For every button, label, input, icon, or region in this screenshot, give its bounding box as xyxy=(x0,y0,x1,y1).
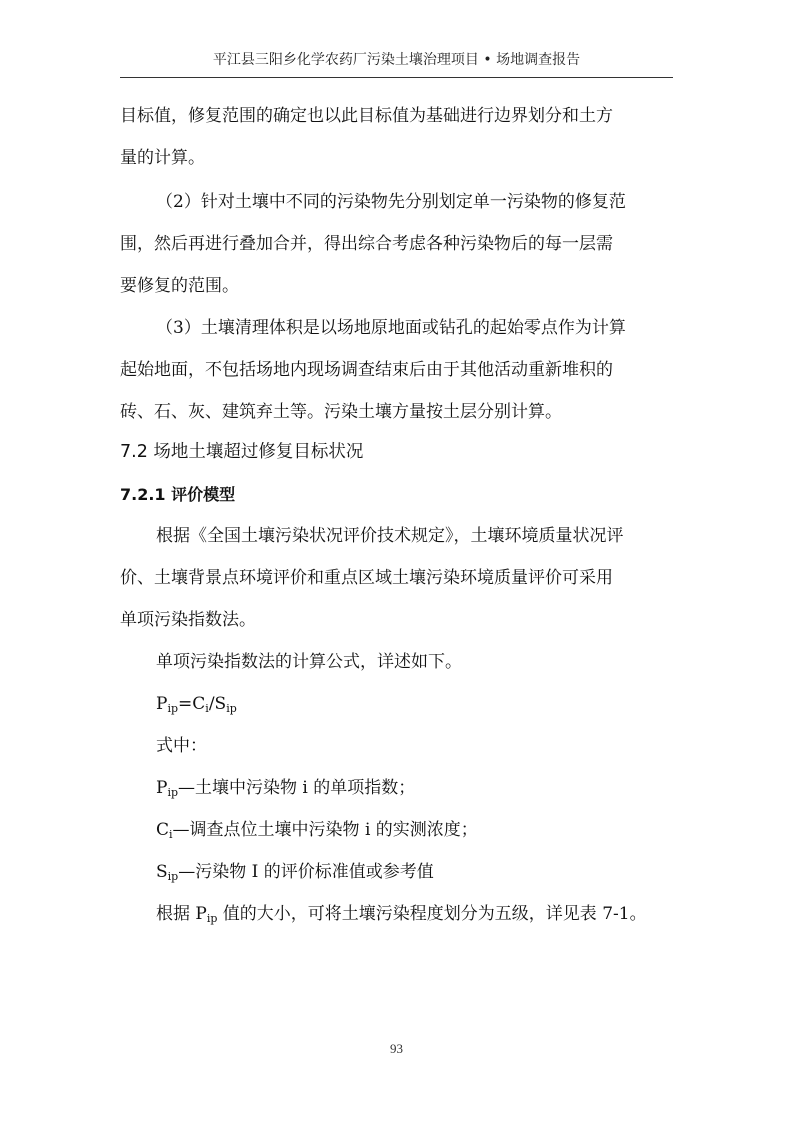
paragraph-line: 根据《全国土壤污染状况评价技术规定》，土壤环境质量状况评 xyxy=(156,526,624,546)
def-symbol: C xyxy=(156,820,170,840)
paragraph-line: 要修复的范围。 xyxy=(120,276,239,296)
def-text: —土壤中污染物 i 的单项指数； xyxy=(178,778,416,798)
where-label: 式中： xyxy=(156,736,207,756)
formula-p: P xyxy=(156,694,168,714)
last-post: 值的大小，可将土壤污染程度划分为五级，详见表 7-1。 xyxy=(217,904,647,924)
definition-pip xyxy=(156,776,716,800)
paragraph-line: 砖、石、灰、建筑弃土等。污染土壤方量按土层分别计算。 xyxy=(120,402,562,422)
section-heading-7-2: 7.2 场地土壤超过修复目标状况 xyxy=(120,442,364,462)
def-symbol: S xyxy=(156,862,168,882)
formula-sub-ip2: ip xyxy=(226,702,237,715)
paragraph-line: 单项污染指数法。 xyxy=(120,610,256,630)
def-text: —调查点位土壤中污染物 i 的实测浓度； xyxy=(172,820,478,840)
def-subscript: i xyxy=(169,828,173,841)
header-rule xyxy=(120,77,673,78)
section-heading-7-2-1: 7.2.1 评价模型 xyxy=(120,485,236,504)
paragraph-line-last xyxy=(156,902,716,926)
paragraph-line: 量的计算。 xyxy=(120,148,205,168)
paragraph-line: （2）针对土壤中不同的污染物先分别划定单一污染物的修复范 xyxy=(156,192,626,212)
header-title: 平江县三阳乡化学农药厂污染土壤治理项目 • 场地调查报告 xyxy=(212,52,581,68)
formula xyxy=(156,692,716,716)
page-number: 93 xyxy=(390,1041,403,1056)
def-text: —污染物 I 的评价标准值或参考值 xyxy=(178,862,434,882)
formula-sub-ip: ip xyxy=(167,702,179,715)
last-pre: 根据 P xyxy=(156,904,207,924)
paragraph-line: 起始地面，不包括场地内现场调查结束后由于其他活动重新堆积的 xyxy=(120,360,613,380)
def-subscript: ip xyxy=(167,870,179,883)
definition-ci xyxy=(156,818,716,842)
paragraph-line: 价、土壤背景点环境评价和重点区域土壤污染环境质量评价可采用 xyxy=(120,568,613,588)
formula-eq-c: =C xyxy=(178,694,206,714)
paragraph-line: 单项污染指数法的计算公式，详述如下。 xyxy=(156,652,462,672)
formula-sub-i: i xyxy=(205,702,209,715)
formula-slash-s: /S xyxy=(208,694,227,714)
def-symbol: P xyxy=(156,778,168,798)
paragraph-line: 围，然后再进行叠加合并，得出综合考虑各种污染物后的每一层需 xyxy=(120,234,613,254)
def-subscript: ip xyxy=(167,786,179,799)
paragraph-line: 目标值，修复范围的确定也以此目标值为基础进行边界划分和土方 xyxy=(120,106,613,126)
last-subscript: ip xyxy=(206,912,218,925)
paragraph-line: （3）土壤清理体积是以场地原地面或钻孔的起始零点作为计算 xyxy=(156,318,626,338)
definition-sip xyxy=(156,860,716,884)
